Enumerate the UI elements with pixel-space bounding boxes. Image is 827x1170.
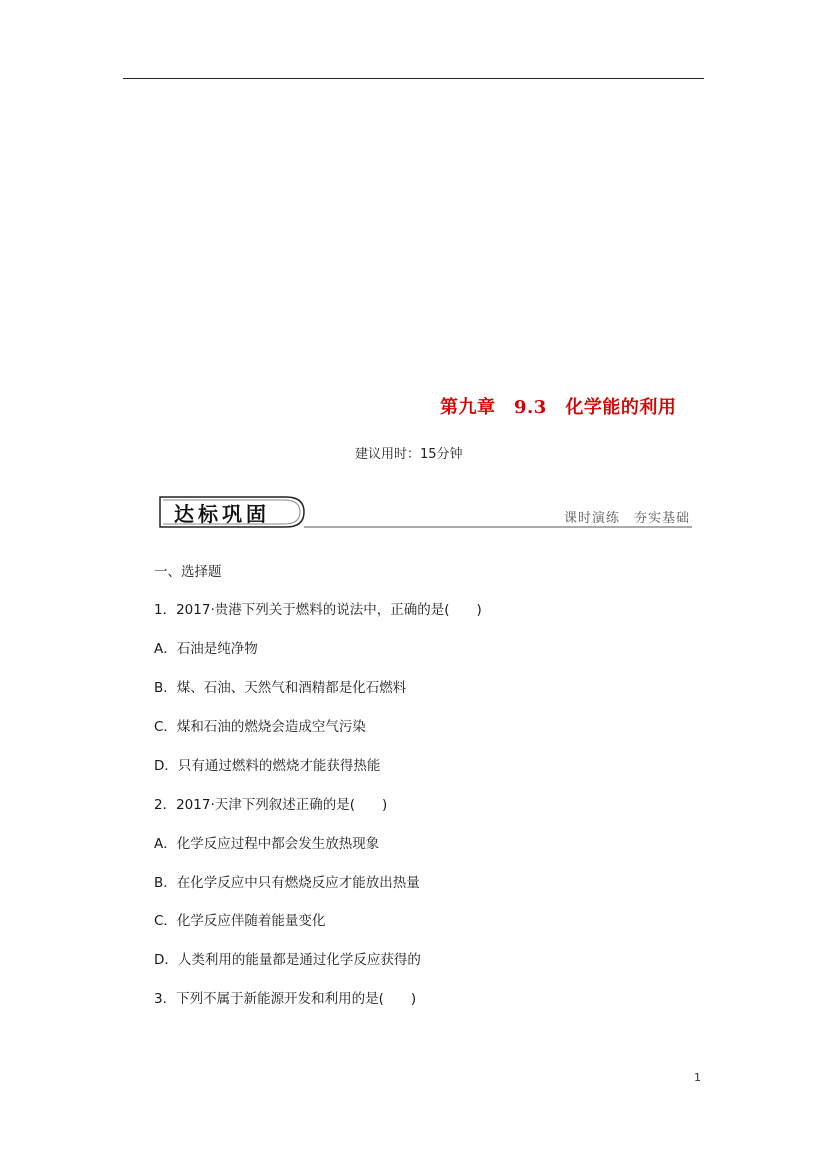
question-1-option-a: A．石油是纯净物 <box>154 641 258 657</box>
suggested-time: 建议用时：15分钟 <box>355 447 463 462</box>
banner-subtitle: 课时演练 夯实基础 <box>563 511 690 526</box>
banner-title: 达标巩固 <box>174 502 270 526</box>
section-banner <box>158 494 692 530</box>
question-2-option-a: A．化学反应过程中都会发生放热现象 <box>154 836 380 852</box>
question-1-option-c: C．煤和石油的燃烧会造成空气污染 <box>154 719 366 735</box>
question-2-option-c: C．化学反应伴随着能量变化 <box>154 913 326 929</box>
question-2-option-b: B．在化学反应中只有燃烧反应才能放出热量 <box>154 875 420 891</box>
chapter-title: 第九章 9.3 化学能的利用 <box>440 397 677 418</box>
page-number: 1 <box>694 1071 701 1084</box>
question-1-option-b: B．煤、石油、天然气和酒精都是化石燃料 <box>154 680 407 696</box>
question-1-option-d: D．只有通过燃料的燃烧才能获得热能 <box>154 758 381 774</box>
section-heading: 一、选择题 <box>154 564 222 580</box>
question-2-stem: 2．2017·天津下列叙述正确的是( ) <box>154 797 388 813</box>
question-2-option-d: D．人类利用的能量都是通过化学反应获得的 <box>154 952 421 968</box>
header-rule <box>123 78 704 79</box>
question-1-stem: 1．2017·贵港下列关于燃料的说法中，正确的是( ) <box>154 602 482 618</box>
question-3-stem: 3．下列不属于新能源开发和利用的是( ) <box>154 991 417 1007</box>
